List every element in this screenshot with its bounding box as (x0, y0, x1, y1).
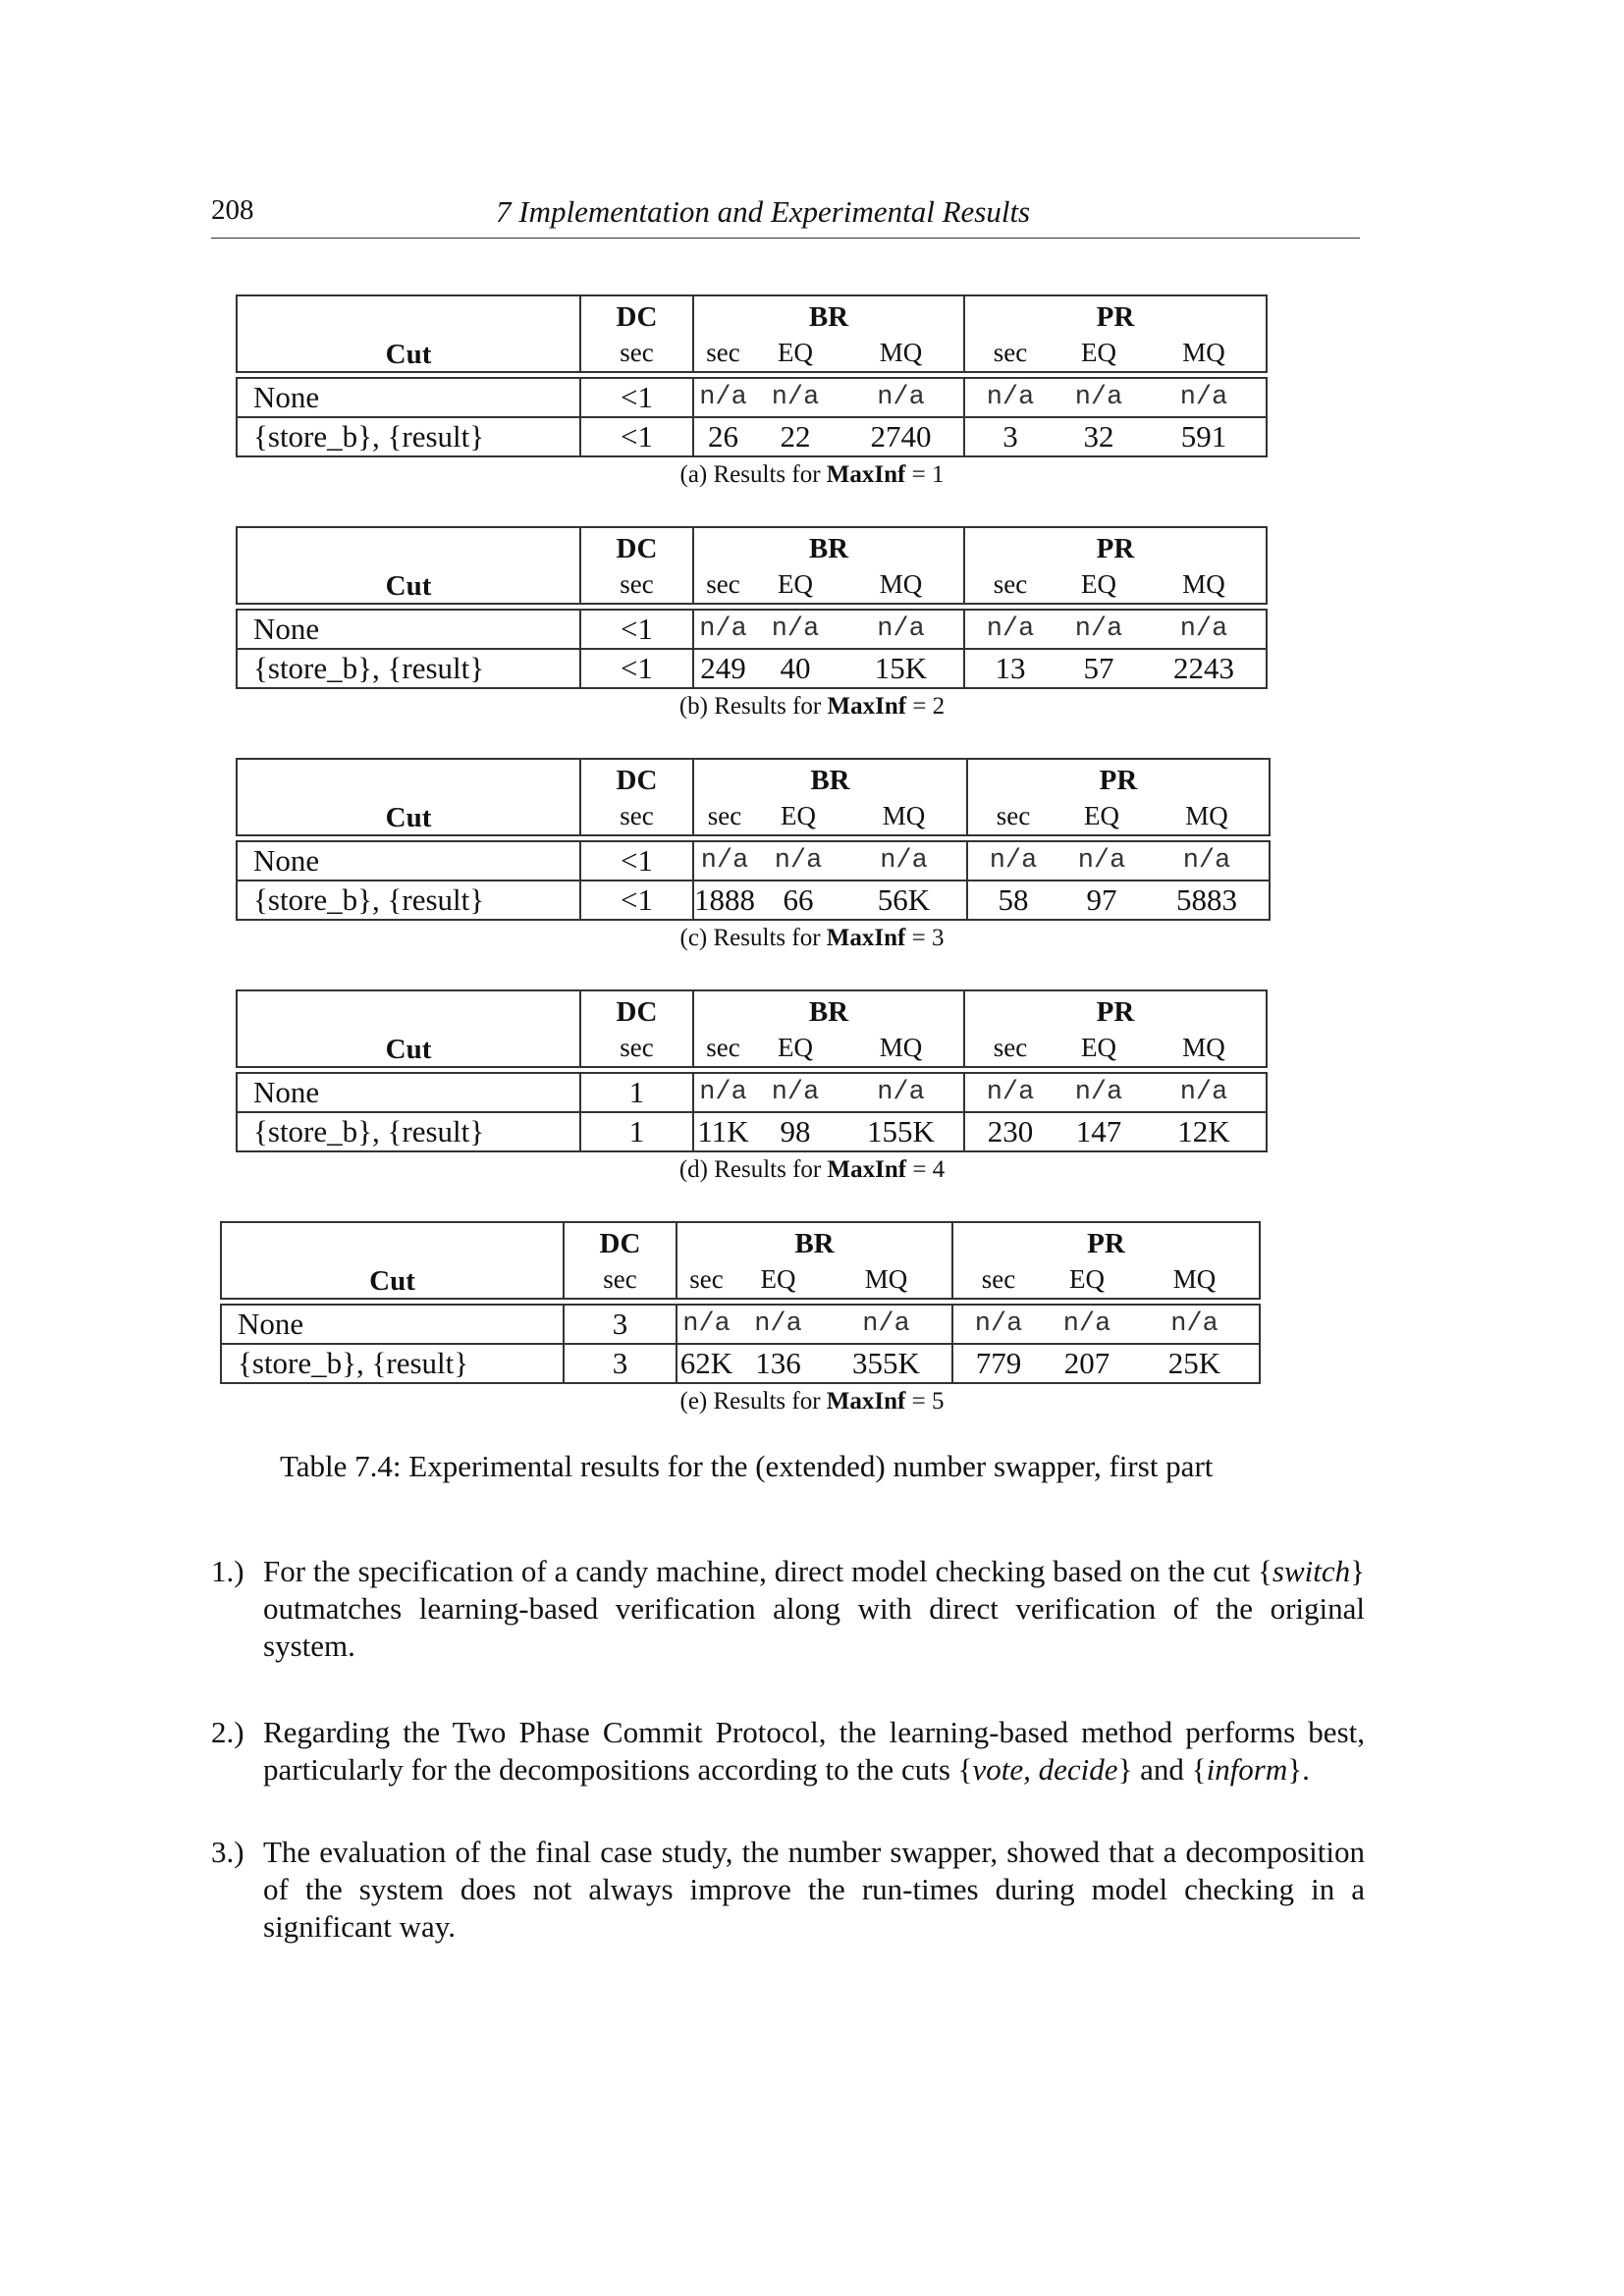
cell-pr-eq: n/a (1074, 1078, 1123, 1107)
header-cut: Cut (237, 990, 580, 1067)
cell-br-mq: n/a (839, 610, 964, 649)
header-br-sec: sec (707, 800, 742, 830)
cell-pr-mq: 591 (1142, 417, 1267, 456)
running-head (211, 194, 1360, 239)
header-br-sec: sec (706, 568, 740, 599)
cell-br-eq: n/a (754, 1309, 802, 1339)
cell-br-mq: 2740 (839, 417, 964, 456)
cell-pr-mq: 25K (1130, 1344, 1260, 1383)
cell-pr-eq: 147 (1075, 1114, 1122, 1148)
cell-br-eq: n/a (771, 614, 820, 644)
cell-pr-sec: 3 (1002, 419, 1018, 454)
cell-pr-sec: n/a (986, 1078, 1035, 1107)
header-dc-sec: sec (580, 797, 693, 835)
header-br: BR (693, 759, 967, 797)
cell-pr-eq: 57 (1083, 651, 1114, 685)
header-dc: DC (580, 295, 693, 334)
header-pr-mq: MQ (1142, 565, 1267, 604)
list-text: Regarding the Two Phase Commit Protocol, the learning-based method performs best, particularly for the decompositions according to the cuts {vote, decide} and {inform}. (263, 1715, 1365, 1787)
results-table (220, 1221, 1261, 1384)
header-br-eq: EQ (781, 800, 816, 830)
header-br: BR (693, 990, 964, 1029)
list-item (211, 1714, 1365, 1789)
header-pr-eq: EQ (1081, 337, 1116, 367)
table-row (221, 1344, 1260, 1383)
table-row (237, 610, 1267, 649)
cell-br-mq: 56K (841, 881, 967, 920)
cell-pr-sec: n/a (986, 614, 1035, 644)
list-item (211, 1834, 1365, 1946)
header-pr-sec: sec (993, 568, 1028, 599)
header-pr: PR (952, 1222, 1260, 1260)
cell-cut: {store_b}, {result} (221, 1344, 564, 1383)
list-text: For the specification of a candy machine, direct model checking based on the cut {switch} outmatches learning-based verification along with direct verification of the original system. (263, 1554, 1365, 1663)
page-number: 208 (211, 194, 254, 226)
header-pr-mq: MQ (1145, 797, 1270, 835)
cell-dc-sec: 1 (580, 1112, 693, 1151)
header-pr: PR (964, 990, 1267, 1029)
cell-pr-eq: n/a (1074, 614, 1123, 644)
header-br-sec: sec (689, 1263, 724, 1294)
cell-br-sec: 62K (679, 1346, 733, 1380)
header-pr: PR (964, 295, 1267, 334)
cell-pr-mq: n/a (1142, 378, 1267, 417)
cell-cut: None (237, 378, 580, 417)
cell-pr-mq: 12K (1142, 1112, 1267, 1151)
table-row (237, 1112, 1267, 1151)
header-dc: DC (580, 759, 693, 797)
header-br-eq: EQ (778, 1032, 813, 1062)
cell-br-mq: n/a (821, 1305, 952, 1344)
header-br-eq: EQ (760, 1263, 796, 1294)
cell-cut: {store_b}, {result} (237, 881, 580, 920)
header-cut: Cut (221, 1222, 564, 1299)
list-item (211, 1553, 1365, 1665)
cell-pr-eq: n/a (1062, 1309, 1111, 1339)
cell-cut: None (237, 841, 580, 881)
cell-cut: {store_b}, {result} (237, 649, 580, 688)
cell-br-sec: n/a (700, 846, 749, 876)
cell-pr-eq: n/a (1077, 846, 1126, 876)
cell-br-sec: n/a (699, 614, 747, 644)
header-pr-mq: MQ (1130, 1260, 1260, 1299)
cell-br-sec: n/a (699, 383, 747, 412)
header-pr-sec: sec (993, 1032, 1028, 1062)
cell-br-mq: 155K (839, 1112, 964, 1151)
list-text: The evaluation of the final case study, the number swapper, showed that a decomposition of the system does not always improve the run-times during model checking in a significant way. (263, 1835, 1365, 1944)
subtable-caption: (c) Results for MaxInf = 3 (679, 925, 945, 951)
header-br: BR (693, 527, 964, 565)
cell-cut: {store_b}, {result} (237, 1112, 580, 1151)
list-number: 2.) (211, 1715, 244, 1749)
results-table (236, 989, 1268, 1152)
cell-pr-sec: n/a (986, 383, 1035, 412)
header-dc: DC (564, 1222, 677, 1260)
results-table (236, 758, 1271, 921)
chapter-title: 7 Implementation and Experimental Results (496, 194, 1031, 229)
header-br-eq: EQ (778, 568, 813, 599)
header-pr-eq: EQ (1081, 1032, 1116, 1062)
cell-br-eq: 66 (783, 882, 814, 917)
list-number: 3.) (211, 1835, 244, 1869)
cell-pr-sec: n/a (989, 846, 1038, 876)
header-pr-sec: sec (981, 1263, 1016, 1294)
cell-dc-sec: 3 (564, 1305, 677, 1344)
header-br-mq: MQ (839, 565, 964, 604)
table-row (237, 841, 1270, 881)
cell-pr-eq: n/a (1074, 383, 1123, 412)
table-row (237, 417, 1267, 456)
table-row (237, 1073, 1267, 1112)
header-br-eq: EQ (778, 337, 813, 367)
cell-pr-mq: 2243 (1142, 649, 1267, 688)
cell-dc-sec: <1 (580, 881, 693, 920)
header-dc-sec: sec (580, 1029, 693, 1067)
cell-pr-sec: n/a (974, 1309, 1023, 1339)
header-cut: Cut (237, 527, 580, 604)
cell-dc-sec: <1 (580, 417, 693, 456)
results-table (236, 294, 1268, 457)
header-br-mq: MQ (839, 334, 964, 372)
cell-br-eq: n/a (774, 846, 823, 876)
cell-pr-mq: n/a (1145, 841, 1270, 881)
cell-pr-mq: 5883 (1145, 881, 1270, 920)
cell-br-eq: 98 (780, 1114, 811, 1148)
cell-pr-mq: n/a (1142, 1073, 1267, 1112)
cell-pr-eq: 207 (1063, 1346, 1110, 1380)
cell-br-sec: n/a (699, 1078, 747, 1107)
subtable-caption: (d) Results for MaxInf = 4 (678, 1156, 946, 1183)
subtable-caption: (b) Results for MaxInf = 2 (678, 693, 946, 720)
header-dc: DC (580, 527, 693, 565)
header-pr-mq: MQ (1142, 1029, 1267, 1067)
cell-br-eq: 40 (780, 651, 811, 685)
header-dc-sec: sec (580, 334, 693, 372)
table-caption: Table 7.4: Experimental results for the (extended) number swapper, first part (280, 1449, 1214, 1483)
cell-br-sec: 1888 (694, 882, 755, 917)
cell-pr-mq: n/a (1142, 610, 1267, 649)
header-br-sec: sec (706, 337, 740, 367)
cell-dc-sec: 3 (564, 1344, 677, 1383)
header-br-mq: MQ (839, 1029, 964, 1067)
cell-pr-sec: 58 (998, 882, 1029, 917)
header-pr: PR (967, 759, 1270, 797)
header-dc: DC (580, 990, 693, 1029)
list-number: 1.) (211, 1554, 244, 1588)
cell-dc-sec: <1 (580, 649, 693, 688)
table-row (221, 1305, 1260, 1344)
table-row (237, 649, 1267, 688)
header-br-sec: sec (706, 1032, 740, 1062)
cell-br-sec: 11K (697, 1114, 749, 1148)
header-dc-sec: sec (580, 565, 693, 604)
cell-br-eq: 136 (755, 1346, 801, 1380)
cell-br-sec: n/a (682, 1309, 731, 1339)
header-pr-mq: MQ (1142, 334, 1267, 372)
cell-pr-sec: 230 (987, 1114, 1034, 1148)
header-dc-sec: sec (564, 1260, 677, 1299)
cell-cut: None (221, 1305, 564, 1344)
cell-br-eq: n/a (771, 1078, 820, 1107)
subtable-caption: (e) Results for MaxInf = 5 (679, 1388, 945, 1415)
cell-dc-sec: <1 (580, 610, 693, 649)
cell-pr-sec: 13 (995, 651, 1026, 685)
cell-br-sec: 249 (700, 651, 746, 685)
cell-cut: {store_b}, {result} (237, 417, 580, 456)
header-pr-eq: EQ (1081, 568, 1116, 599)
cell-cut: None (237, 610, 580, 649)
header-br-mq: MQ (841, 797, 967, 835)
header-pr-eq: EQ (1069, 1263, 1105, 1294)
cell-cut: None (237, 1073, 580, 1112)
header-br: BR (693, 295, 964, 334)
cell-br-mq: n/a (839, 1073, 964, 1112)
cell-br-mq: 355K (821, 1344, 952, 1383)
cell-br-sec: 26 (708, 419, 738, 454)
header-cut: Cut (237, 295, 580, 372)
cell-pr-sec: 779 (975, 1346, 1022, 1380)
cell-br-mq: n/a (839, 378, 964, 417)
header-pr-eq: EQ (1084, 800, 1119, 830)
cell-dc-sec: <1 (580, 378, 693, 417)
cell-br-mq: 15K (839, 649, 964, 688)
table-row (237, 378, 1267, 417)
header-br: BR (677, 1222, 952, 1260)
cell-br-eq: 22 (780, 419, 811, 454)
cell-br-mq: n/a (841, 841, 967, 881)
cell-pr-eq: 97 (1086, 882, 1117, 917)
header-cut: Cut (237, 759, 580, 835)
header-pr: PR (964, 527, 1267, 565)
cell-pr-eq: 32 (1083, 419, 1114, 454)
header-pr-sec: sec (993, 337, 1028, 367)
subtable-caption: (a) Results for MaxInf = 1 (679, 461, 945, 488)
cell-dc-sec: 1 (580, 1073, 693, 1112)
table-row (237, 881, 1270, 920)
results-table (236, 526, 1268, 689)
header-br-mq: MQ (821, 1260, 952, 1299)
cell-pr-mq: n/a (1130, 1305, 1260, 1344)
cell-dc-sec: <1 (580, 841, 693, 881)
cell-br-eq: n/a (771, 383, 820, 412)
header-pr-sec: sec (996, 800, 1031, 830)
